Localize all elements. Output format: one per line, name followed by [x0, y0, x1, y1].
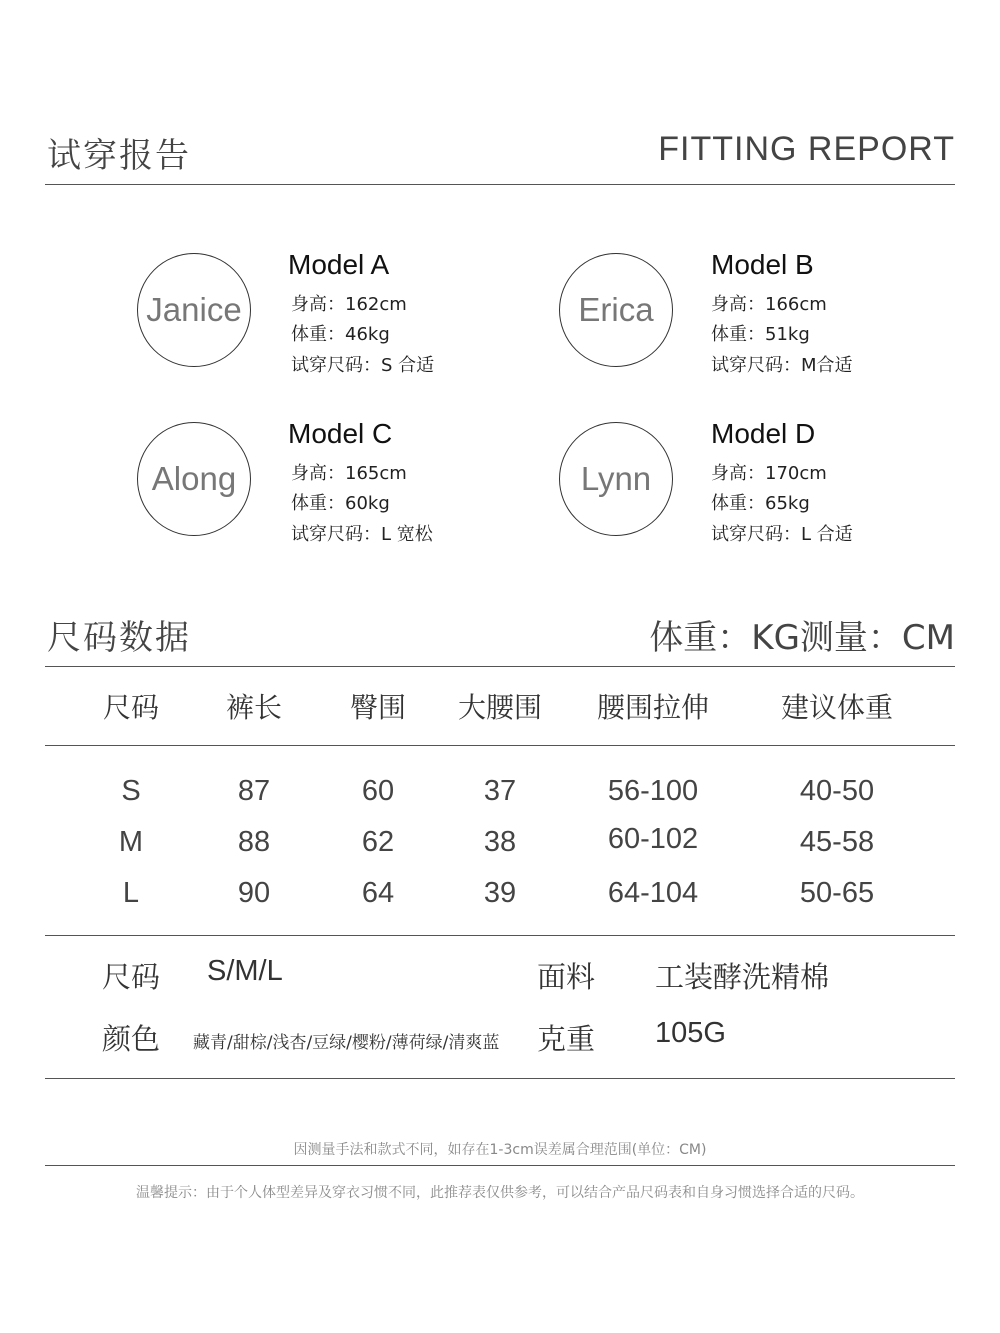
- table-cell: 87: [237, 775, 271, 807]
- model-b-avatar-circle: Erica: [559, 253, 673, 367]
- model-c-name: Model C: [288, 418, 393, 449]
- product-fabric-label: 面料: [537, 960, 596, 994]
- table-cell: 64: [361, 877, 395, 909]
- product-color-value: 藏青/甜棕/浅杏/豆绿/樱粉/薄荷绿/清爽蓝: [193, 1033, 500, 1053]
- col-header-waist: 大腰围: [457, 691, 542, 724]
- table-cell: 38: [483, 826, 517, 858]
- table-cell: 88: [237, 826, 271, 858]
- table-cell: 39: [483, 877, 517, 909]
- header-divider: [45, 184, 955, 185]
- size-table-top-divider: [45, 666, 955, 667]
- product-size-label: 尺码: [102, 960, 161, 994]
- table-cell: 64-104: [607, 877, 699, 909]
- model-a-avatar-circle: Janice: [137, 253, 251, 367]
- size-table-bottom-divider: [45, 935, 955, 936]
- model-c-weight: 体重：60kg: [291, 493, 390, 514]
- model-c-avatar-circle: Along: [137, 422, 251, 536]
- model-d-name: Model D: [711, 418, 816, 449]
- model-a-name: Model A: [288, 249, 390, 280]
- table-cell: 60-102: [607, 823, 699, 855]
- size-table-header-divider: [45, 745, 955, 746]
- model-c-height: 身高：165cm: [291, 463, 407, 484]
- table-cell: 40-50: [799, 775, 875, 807]
- model-b-weight: 体重：51kg: [711, 324, 810, 345]
- col-header-waist-stretch: 腰围拉伸: [596, 691, 709, 724]
- table-cell: 60: [361, 775, 395, 807]
- table-cell: 90: [237, 877, 271, 909]
- table-cell: S: [121, 775, 141, 807]
- fitting-report-title-cn: 试穿报告: [47, 136, 191, 176]
- table-cell: 56-100: [607, 775, 699, 807]
- product-info-bottom-divider: [45, 1078, 955, 1079]
- product-size-value: S/M/L: [207, 955, 283, 987]
- table-cell: 45-58: [799, 826, 875, 858]
- fitting-report-title-en: FITTING REPORT: [658, 130, 955, 168]
- col-header-length: 裤长: [225, 691, 282, 724]
- unit-note: 体重：KG测量：CM: [649, 618, 955, 658]
- table-cell: L: [122, 877, 140, 909]
- model-d-weight: 体重：65kg: [711, 493, 810, 514]
- col-header-hip: 臀围: [349, 691, 406, 724]
- model-a-height: 身高：162cm: [291, 294, 407, 315]
- product-fabric-value: 工装酵洗精棉: [655, 960, 830, 994]
- tip-note: 温馨提示：由于个人体型差异及穿衣习惯不同，此推荐表仅供参考，可以结合产品尺码表和自身习惯选择合适的尺码。: [136, 1185, 864, 1201]
- product-weight-value: 105G: [655, 1017, 726, 1049]
- model-d-avatar-circle: Lynn: [559, 422, 673, 536]
- model-b-name: Model B: [711, 249, 814, 280]
- model-d-size: 试穿尺码：L 合适: [711, 524, 853, 545]
- col-header-suggested-weight: 建议体重: [780, 691, 893, 724]
- model-a-weight: 体重：46kg: [291, 324, 390, 345]
- table-cell: 62: [361, 826, 395, 858]
- model-a-size: 试穿尺码：S 合适: [291, 355, 435, 376]
- product-weight-label: 克重: [537, 1022, 596, 1056]
- model-b-height: 身高：166cm: [711, 294, 827, 315]
- model-b-size: 试穿尺码：M合适: [711, 355, 853, 376]
- table-cell: M: [118, 826, 144, 858]
- measurement-note: 因测量手法和款式不同，如存在1-3cm误差属合理范围(单位：CM): [293, 1142, 707, 1158]
- size-data-title: 尺码数据: [47, 618, 191, 658]
- col-header-size: 尺码: [102, 691, 159, 724]
- model-c-size: 试穿尺码：L 宽松: [291, 524, 433, 545]
- model-d-height: 身高：170cm: [711, 463, 827, 484]
- table-cell: 37: [483, 775, 517, 807]
- product-color-label: 颜色: [102, 1022, 161, 1056]
- table-cell: 50-65: [799, 877, 875, 909]
- notes-divider: [45, 1165, 955, 1166]
